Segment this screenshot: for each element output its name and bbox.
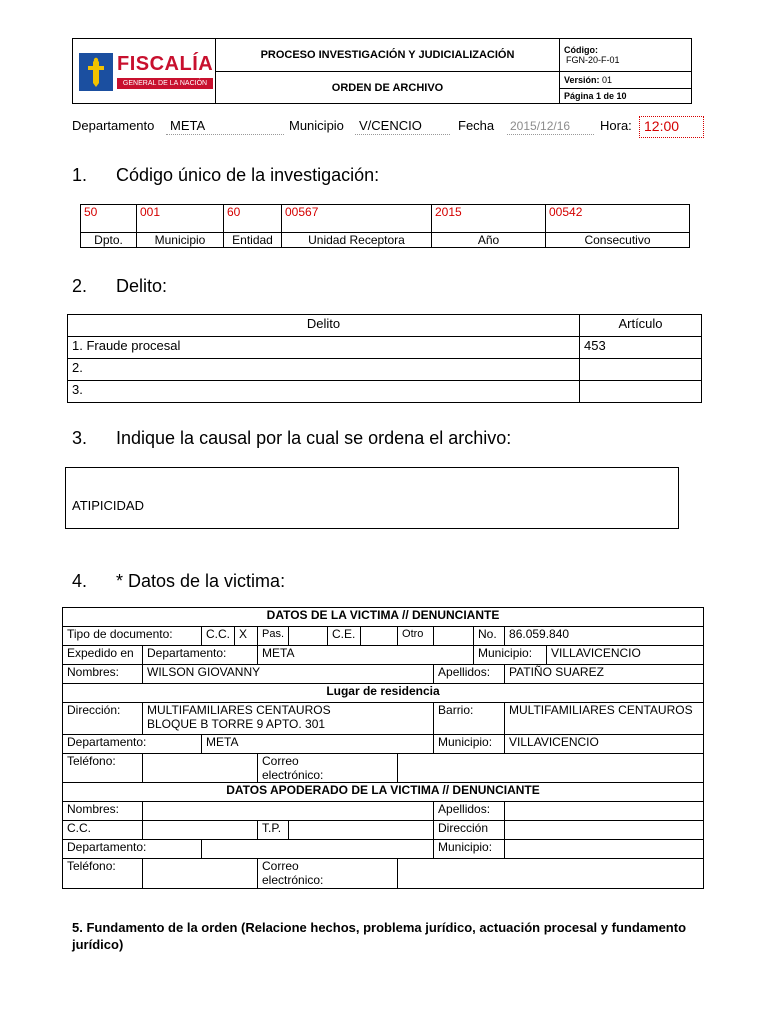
section-2-title: Delito: (116, 276, 168, 296)
delito-cell[interactable]: 1. Fraude procesal (68, 337, 580, 359)
causal-text: ATIPICIDAD (72, 498, 144, 513)
codigo-dpto-value[interactable]: 50 (81, 205, 137, 233)
residencia-title: Lugar de residencia (63, 684, 704, 703)
otro-label: Otro (398, 627, 434, 646)
direccion-value-line-2: BLOQUE B TORRE 9 APTO. 301 (147, 717, 326, 731)
version-page-cell (560, 72, 692, 104)
table-row (63, 754, 704, 783)
section-4-number: 4. (72, 571, 88, 591)
apoderado-correo-label: Correo electrónico: (258, 859, 398, 889)
residencia-departamento-value[interactable]: META (202, 735, 434, 754)
document-header (72, 38, 692, 104)
section-1-number: 1. (72, 165, 88, 185)
codigo-consecutivo-value[interactable]: 00542 (546, 205, 690, 233)
codigo-label: Código: (564, 45, 598, 55)
apoderado-correo-value[interactable] (398, 859, 704, 889)
articulo-column-header: Artículo (580, 315, 702, 337)
telefono-label: Teléfono: (63, 754, 143, 783)
codigo-anio-label: Año (432, 233, 546, 248)
fecha-label: Fecha (458, 118, 495, 133)
departamento-field[interactable] (166, 117, 284, 135)
nombres-value[interactable]: WILSON GIOVANNY (143, 665, 434, 684)
barrio-value[interactable]: MULTIFAMILIARES CENTAUROS (505, 703, 704, 735)
codigo-cell (560, 39, 692, 72)
telefono-value[interactable] (143, 754, 258, 783)
table-row (68, 337, 702, 359)
correo-label: Correo electrónico: (258, 754, 398, 783)
articulo-cell[interactable] (580, 359, 702, 381)
municipio-field[interactable] (355, 117, 450, 135)
logo-name: FISCALÍA (117, 53, 214, 75)
apoderado-direccion-label: Dirección (434, 821, 505, 840)
version-label: Versión: (564, 75, 600, 85)
codigo-municipio-label: Municipio (137, 233, 224, 248)
apellidos-label: Apellidos: (434, 665, 505, 684)
municipio-label: Municipio (289, 118, 344, 133)
expedido-label: Expedido en (63, 646, 143, 665)
table-row (63, 735, 704, 754)
apoderado-tp-value[interactable] (289, 821, 434, 840)
apoderado-telefono-label: Teléfono: (63, 859, 143, 889)
apoderado-cc-label: C.C. (63, 821, 143, 840)
residencia-departamento-label: Departamento: (63, 735, 202, 754)
residencia-municipio-value[interactable]: VILLAVICENCIO (505, 735, 704, 754)
delito-cell[interactable]: 3. (68, 381, 580, 403)
section-1-title: Código único de la investigación: (116, 165, 380, 185)
codigo-unidad-label: Unidad Receptora (282, 233, 432, 248)
table-row (63, 802, 704, 821)
departamento-value: META (170, 118, 206, 133)
apoderado-cc-value[interactable] (143, 821, 258, 840)
process-title: PROCESO INVESTIGACIÓN Y JUDICIALIZACIÓN (216, 39, 560, 72)
pagina-label: Página (564, 91, 594, 101)
municipio-value: V/CENCIO (359, 118, 422, 133)
table-row (63, 646, 704, 665)
fecha-field[interactable] (507, 117, 594, 135)
table-row (63, 840, 704, 859)
codigo-value: FGN-20-F-01 (566, 55, 620, 65)
hora-value: 12:00 (644, 118, 680, 134)
shield-emblem-icon (79, 53, 113, 91)
table-row (63, 703, 704, 735)
apoderado-departamento-label: Departamento: (63, 840, 202, 859)
codigo-table (80, 204, 690, 248)
articulo-cell[interactable]: 453 (580, 337, 702, 359)
delito-cell[interactable]: 2. (68, 359, 580, 381)
fecha-value: 2015/12/16 (510, 119, 571, 133)
apoderado-title: DATOS APODERADO DE LA VICTIMA // DENUNCIANTE (63, 783, 704, 802)
table-row (63, 665, 704, 684)
version-value: 01 (602, 75, 613, 85)
no-value[interactable]: 86.059.840 (505, 627, 704, 646)
correo-value[interactable] (398, 754, 704, 783)
barrio-label: Barrio: (434, 703, 505, 735)
delito-table (67, 314, 702, 403)
otro-checkbox[interactable] (434, 627, 474, 646)
apoderado-nombres-value[interactable] (143, 802, 434, 821)
expedido-departamento-label: Departamento: (143, 646, 258, 665)
victima-table (62, 607, 704, 889)
apoderado-nombres-label: Nombres: (63, 802, 143, 821)
apellidos-value[interactable]: PATIÑO SUAREZ (505, 665, 704, 684)
apoderado-departamento-value[interactable] (202, 840, 434, 859)
section-3-number: 3. (72, 428, 88, 448)
direccion-value-line-1: MULTIFAMILIARES CENTAUROS (147, 703, 331, 717)
delito-column-header: Delito (68, 315, 580, 337)
pagina-value: 1 de 10 (596, 91, 627, 101)
section-5-title: 5. Fundamento de la orden (Relacione hechos, problema jurídico, actuación procesal y fundamento jurídico) (72, 920, 687, 952)
codigo-unidad-value[interactable]: 00567 (282, 205, 432, 233)
table-row (68, 359, 702, 381)
logo-subtitle: GENERAL DE LA NACIÓN (117, 78, 213, 89)
codigo-anio-value[interactable]: 2015 (432, 205, 546, 233)
articulo-cell[interactable] (580, 381, 702, 403)
tipo-doc-label: Tipo de documento: (63, 627, 202, 646)
section-3-title: Indique la causal por la cual se ordena el archivo: (116, 428, 512, 448)
departamento-label: Departamento (72, 118, 155, 133)
expedido-municipio-value[interactable]: VILLAVICENCIO (547, 646, 704, 665)
victima-title: DATOS DE LA VICTIMA // DENUNCIANTE (63, 608, 704, 627)
ce-checkbox[interactable] (361, 627, 398, 646)
table-row (63, 627, 704, 646)
table-row (68, 381, 702, 403)
apoderado-municipio-value[interactable] (505, 840, 704, 859)
fiscalia-logo (79, 53, 213, 91)
nombres-label: Nombres: (63, 665, 143, 684)
expedido-departamento-value[interactable]: META (258, 646, 474, 665)
codigo-entidad-label: Entidad (224, 233, 282, 248)
apoderado-direccion-value[interactable] (505, 821, 704, 840)
section-4-title: * Datos de la victima: (116, 571, 286, 591)
apoderado-apellidos-value[interactable] (505, 802, 704, 821)
codigo-municipio-value[interactable]: 001 (137, 205, 224, 233)
causal-box[interactable] (65, 467, 679, 529)
expedido-municipio-label: Municipio: (474, 646, 547, 665)
codigo-consecutivo-label: Consecutivo (546, 233, 690, 248)
cc-checkbox[interactable]: X (235, 627, 258, 646)
table-row (63, 821, 704, 840)
doc-title: ORDEN DE ARCHIVO (216, 72, 560, 104)
codigo-entidad-value[interactable]: 60 (224, 205, 282, 233)
logo-cell (73, 39, 216, 104)
codigo-dpto-label: Dpto. (81, 233, 137, 248)
ce-label: C.E. (328, 627, 361, 646)
residencia-municipio-label: Municipio: (434, 735, 505, 754)
hora-field[interactable] (639, 116, 704, 138)
apoderado-telefono-value[interactable] (143, 859, 258, 889)
pas-checkbox[interactable] (289, 627, 328, 646)
cc-label: C.C. (202, 627, 235, 646)
apoderado-municipio-label: Municipio: (434, 840, 505, 859)
no-label: No. (474, 627, 505, 646)
direccion-label: Dirección: (63, 703, 143, 735)
apoderado-tp-label: T.P. (258, 821, 289, 840)
section-2-number: 2. (72, 276, 88, 296)
table-row (63, 859, 704, 889)
hora-label: Hora: (600, 118, 632, 133)
pas-label: Pas. (258, 627, 289, 646)
apoderado-apellidos-label: Apellidos: (434, 802, 505, 821)
direccion-value[interactable] (143, 703, 434, 735)
